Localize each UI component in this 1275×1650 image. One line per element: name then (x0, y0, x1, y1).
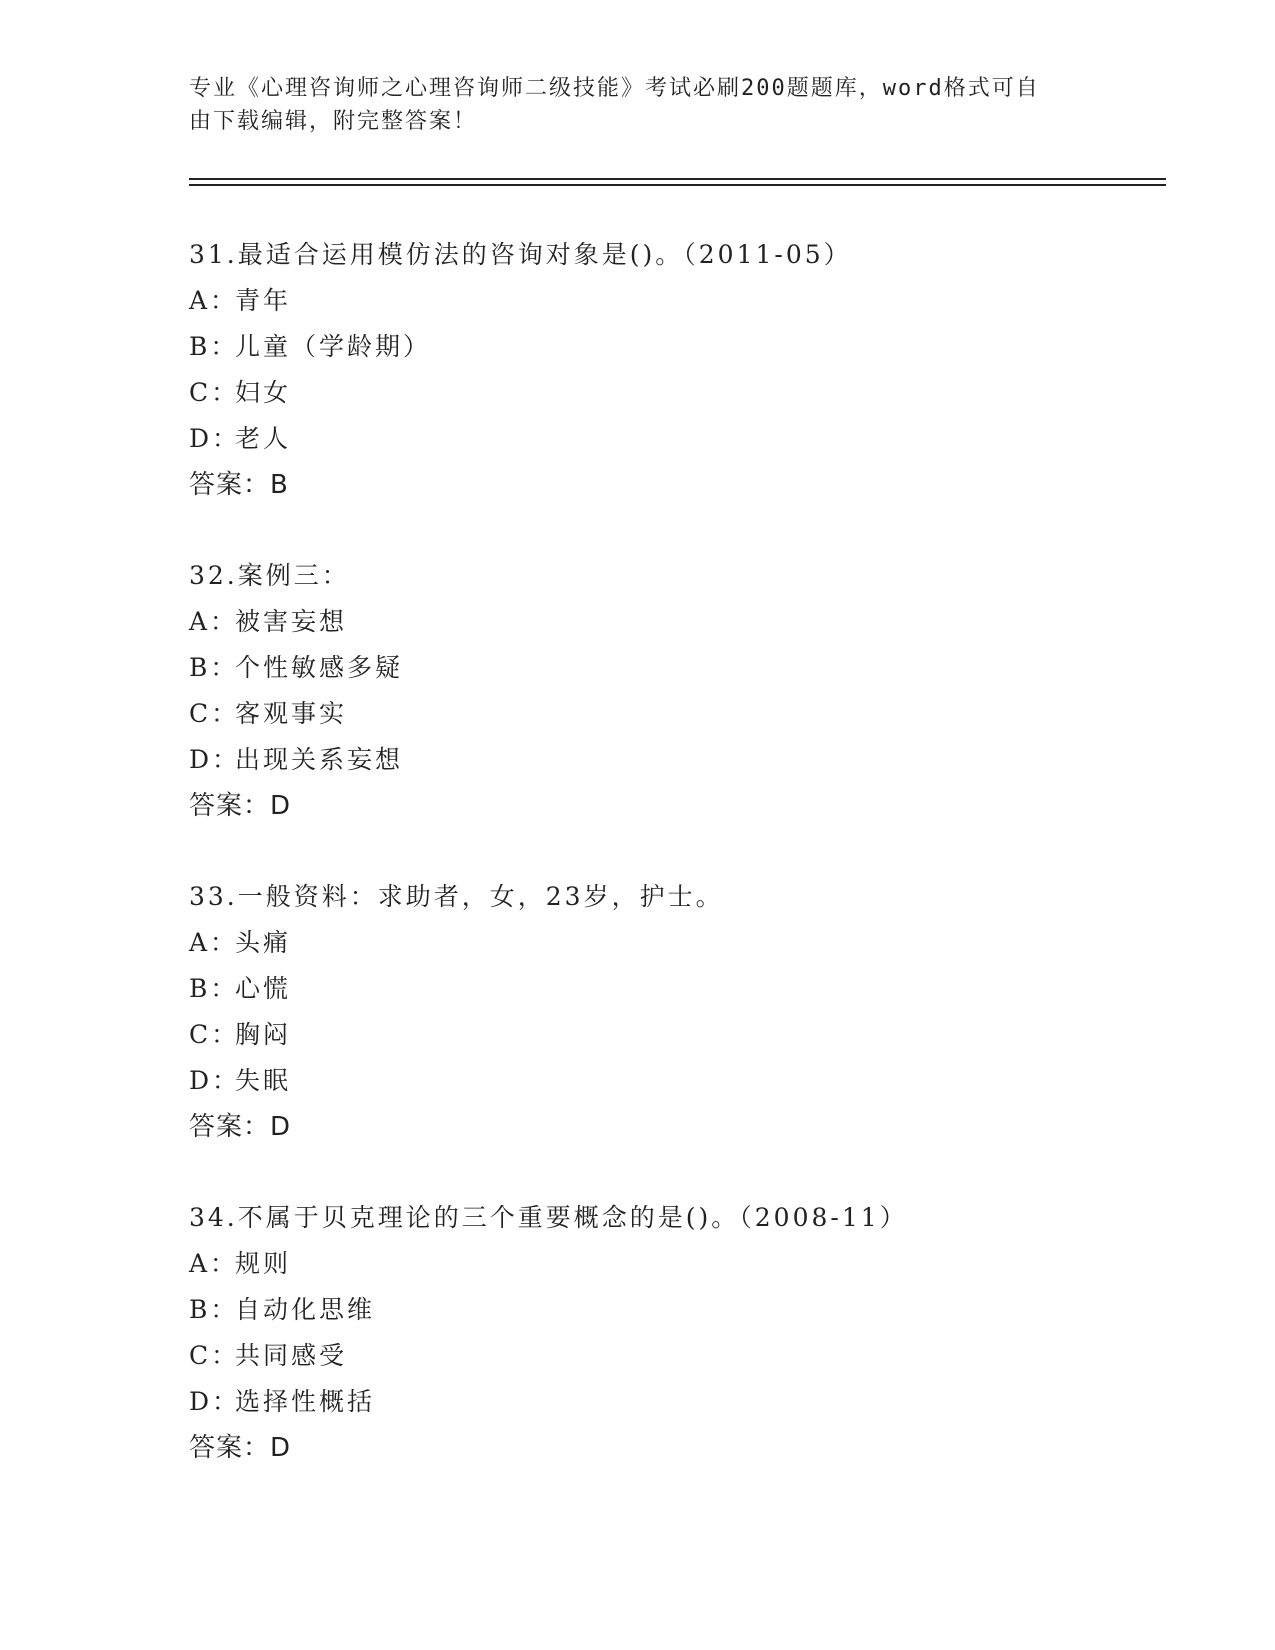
question-stem: 32.案例三： (189, 561, 350, 590)
option-key: A： (189, 286, 239, 315)
option-text: 选择性概括 (235, 1387, 376, 1416)
option-a (189, 920, 1189, 966)
answer-line: 答案：D (189, 1433, 292, 1463)
option-a (189, 278, 1189, 324)
option-key: C： (189, 378, 240, 407)
option-text: 老人 (235, 424, 292, 453)
option-text: 出现关系妄想 (235, 745, 404, 774)
header-divider-top (189, 178, 1166, 180)
option-key: D： (189, 745, 241, 774)
option-key: D： (189, 1387, 241, 1416)
option-text: 妇女 (235, 378, 292, 407)
option-a (189, 599, 1189, 645)
option-c (189, 1012, 1189, 1058)
option-b (189, 1287, 1189, 1333)
option-d (189, 1379, 1189, 1425)
option-text: 个性敏感多疑 (235, 653, 404, 682)
option-b (189, 324, 1189, 370)
option-key: B： (189, 974, 239, 1003)
option-c (189, 370, 1189, 416)
option-key: D： (189, 424, 241, 453)
option-d (189, 1058, 1189, 1104)
option-text: 共同感受 (235, 1341, 348, 1370)
option-text: 被害妄想 (235, 607, 348, 636)
question-33 (189, 874, 1189, 1150)
option-b (189, 966, 1189, 1012)
option-text: 失眠 (235, 1066, 292, 1095)
option-key: B： (189, 1295, 239, 1324)
option-key: A： (189, 607, 239, 636)
answer-line: 答案：B (189, 470, 289, 500)
document-header (189, 72, 1089, 138)
header-line-1: 专业《心理咨询师之心理咨询师二级技能》考试必刷200题题库，word格式可自 (189, 76, 1040, 101)
option-text: 自动化思维 (235, 1295, 376, 1324)
option-key: A： (189, 1249, 239, 1278)
option-key: B： (189, 332, 239, 361)
option-a (189, 1241, 1189, 1287)
option-key: C： (189, 1341, 240, 1370)
question-31 (189, 232, 1189, 508)
option-key: B： (189, 653, 239, 682)
option-text: 规则 (235, 1249, 292, 1278)
option-text: 心慌 (235, 974, 292, 1003)
option-key: A： (189, 928, 239, 957)
option-key: C： (189, 1020, 240, 1049)
answer-line: 答案：D (189, 791, 292, 821)
option-key: C： (189, 699, 240, 728)
option-text: 客观事实 (235, 699, 348, 728)
option-text: 头痛 (235, 928, 292, 957)
option-b (189, 645, 1189, 691)
option-c (189, 1333, 1189, 1379)
answer-line: 答案：D (189, 1112, 292, 1142)
option-text: 胸闷 (235, 1020, 292, 1049)
option-c (189, 691, 1189, 737)
question-stem: 33.一般资料：求助者，女，23岁，护士。 (189, 882, 724, 911)
header-line-2: 由下载编辑，附完整答案！ (189, 109, 478, 134)
option-text: 青年 (235, 286, 292, 315)
question-32 (189, 553, 1189, 829)
question-stem: 34.不属于贝克理论的三个重要概念的是()。（2008-11） (189, 1203, 908, 1232)
question-34 (189, 1195, 1189, 1471)
header-divider-bottom (189, 184, 1166, 186)
question-stem: 31.最适合运用模仿法的咨询对象是()。（2011-05） (189, 240, 852, 269)
option-d (189, 416, 1189, 462)
option-key: D： (189, 1066, 241, 1095)
option-d (189, 737, 1189, 783)
option-text: 儿童（学龄期） (235, 332, 432, 361)
